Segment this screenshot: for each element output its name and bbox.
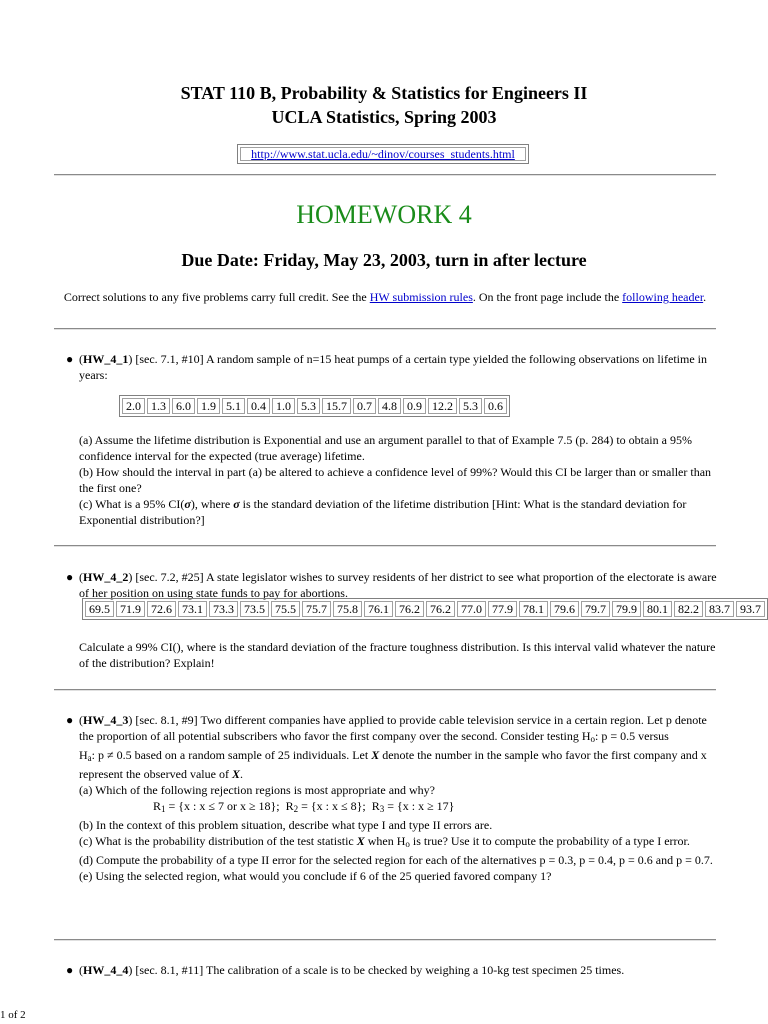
data-cell: 75.8 [333, 601, 362, 617]
data-cell: 6.0 [172, 398, 195, 414]
problem-id: HW_4_4 [83, 963, 129, 977]
data-cell: 0.7 [353, 398, 376, 414]
data-cell: 5.1 [222, 398, 245, 414]
bullet-icon: ● [66, 352, 74, 366]
due-date: Due Date: Friday, May 23, 2003, turn in after lecture [181, 250, 587, 270]
problem-id: HW_4_1 [83, 352, 129, 366]
divider [54, 174, 716, 176]
course-subtitle: UCLA Statistics, Spring 2003 [271, 107, 497, 127]
divider [54, 939, 716, 941]
data-cell: 82.2 [674, 601, 703, 617]
divider [54, 689, 716, 691]
part-d: (d) Compute the probability of a type II error for the selected region for each of the alternatives p = 0.3, p = 0.4, p = 0.6 and p = 0.7. [79, 853, 713, 867]
data-cell: 79.9 [612, 601, 641, 617]
homework-title: HOMEWORK 4 [296, 200, 472, 229]
part-c: (c) What is the probability distribution of the test statistic X when $H_o$ is true? Use it to compute the probability of a type I error. [79, 834, 690, 849]
problem-hw-4-3: (HW_4_3) [sec. 8.1, #9] Two different companies have applied to provide cable television service in a certain region. Let p denote the proportion of all potential subscribers who favor the first company over the second. Consider testing $H_o$: p = 0.5 versus $H_a$: p ≠ 0.5 based on a random sample of 25 individuals. Let X denote the number in the sample who favor the first company and x represent the observed value of X. (a) Which of the following rejection regions is most appropriate and why? $R_1 = \{x$ : x ≤ 7 or x ≥ 18}; $R_2 = \{x$ : x ≤ 8}; $R_3 = \{x$ : x ≥ 17} (b) In the context of this problem situation, describe what type I and type II errors are. (c) What is the probability distribution of the test statistic X when $H_o$ is true? Use it to compute the probability of a type I error. (d) Compute the probability of a type II error for the selected region for each of the alternatives p = 0.3, p = 0.4, p = 0.6 and p = 0.7. (e) Using the selected region, what would you conclude if 6 of the 25 queried favored company 1? [79, 712, 719, 884]
data-cell: 79.6 [550, 601, 579, 617]
course-title: STAT 110 B, Probability & Statistics for Engineers II [180, 83, 588, 103]
data-cell: 71.9 [116, 601, 145, 617]
part-c: (c) What is a 95% CI(σ), where σ is the standard deviation of the lifetime distribution [Hint: What is the standard deviation for Exponential distribution?] [79, 497, 687, 527]
data-cell: 1.0 [272, 398, 295, 414]
data-cell: 15.7 [322, 398, 351, 414]
data-cell: 5.3 [297, 398, 320, 414]
lifetime-data-table [119, 395, 510, 417]
data-cell: 73.1 [178, 601, 207, 617]
intro-text: Correct solutions to any five problems carry full credit. See the HW submission rules. On the front page include the following header. [63, 290, 707, 304]
bullet-icon: ● [66, 713, 74, 727]
part-a: (a) Assume the lifetime distribution is Exponential and use an argument parallel to that of Example 7.5 (p. 284) to obtain a 95% confidence interval for the expected (true average) lifetime. [79, 433, 692, 463]
course-url-link[interactable]: http://www.stat.ucla.edu/~dinov/courses_students.html [240, 147, 526, 161]
data-cell: 0.4 [247, 398, 270, 414]
following-header-link[interactable]: following header [622, 290, 704, 304]
bullet-icon: ● [66, 963, 74, 977]
data-cell: 4.8 [378, 398, 401, 414]
data-cell: 80.1 [643, 601, 672, 617]
data-cell: 77.9 [488, 601, 517, 617]
data-cell: 0.6 [484, 398, 507, 414]
rejection-regions: $R_1 = \{x$ : x ≤ 7 or x ≥ 18}; $R_2 = \{x$ : x ≤ 8}; $R_3 = \{x$ : x ≥ 17} [153, 799, 455, 814]
problem-hw-4-4: (HW_4_4) [sec. 8.1, #11] The calibration of a scale is to be checked by weighing a 10-kg test specimen 25 times. [79, 963, 625, 977]
divider [54, 545, 716, 547]
url-box [237, 144, 529, 164]
data-cell: 73.5 [240, 601, 269, 617]
part-e: (e) Using the selected region, what would you conclude if 6 of the 25 queried favored company 1? [79, 869, 552, 883]
data-cell: 73.3 [209, 601, 238, 617]
data-cell: 78.1 [519, 601, 548, 617]
problem-id: HW_4_3 [83, 713, 129, 727]
data-cell: 79.7 [581, 601, 610, 617]
toughness-data-table [82, 598, 768, 620]
data-cell: 77.0 [457, 601, 486, 617]
data-cell: 75.5 [271, 601, 300, 617]
divider [54, 328, 716, 330]
problem-1-parts [79, 432, 719, 528]
problem-id: HW_4_2 [83, 570, 129, 584]
data-cell: 2.0 [122, 398, 145, 414]
bullet-icon: ● [66, 570, 74, 584]
data-cell: 75.7 [302, 601, 331, 617]
data-cell: 0.9 [403, 398, 426, 414]
data-cell: 76.2 [426, 601, 455, 617]
data-cell: 72.6 [147, 601, 176, 617]
data-cell: 12.2 [428, 398, 457, 414]
problem-hw-4-1: (HW_4_1) [sec. 7.1, #10] A random sample of n=15 heat pumps of a certain type yielded the following observations on lifetime in years: [79, 352, 707, 382]
part-b: (b) In the context of this problem situation, describe what type I and type II errors are. [79, 818, 493, 832]
data-cell: 93.7 [736, 601, 765, 617]
data-cell: 76.1 [364, 601, 393, 617]
data-cell: 1.3 [147, 398, 170, 414]
data-cell: 76.2 [395, 601, 424, 617]
data-cell: 1.9 [197, 398, 220, 414]
data-cell: 5.3 [459, 398, 482, 414]
problem-2-followup: Calculate a 99% CI(), where is the standard deviation of the fracture toughness distribution. Is this interval valid whatever the nature of the distribution? Explain! [79, 640, 716, 670]
problem-hw-4-2: (HW_4_2) [sec. 7.2, #25] A state legislator wishes to survey residents of her district to see what proportion of the electorate is aware of her position on using state funds to pay for abortions. [79, 570, 717, 600]
data-cell: 69.5 [85, 601, 114, 617]
part-b: (b) How should the interval in part (a) be altered to achieve a confidence level of 99%? Would this CI be larger than or smaller than the first one? [79, 465, 712, 495]
hw-submission-rules-link[interactable]: HW submission rules [369, 290, 473, 304]
page-number: 1 of 2 [0, 1009, 26, 1021]
part-a: (a) Which of the following rejection regions is most appropriate and why? [79, 783, 436, 797]
data-cell: 83.7 [705, 601, 734, 617]
